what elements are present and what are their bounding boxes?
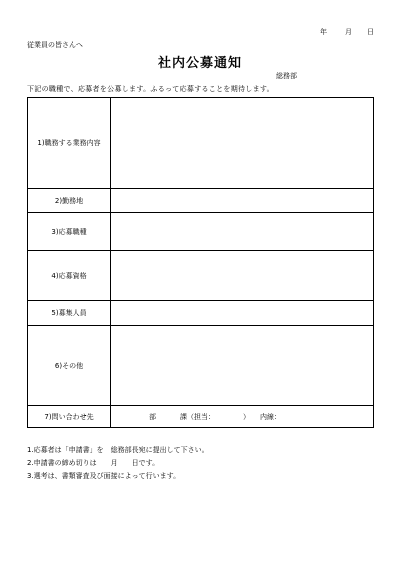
table-row <box>28 189 374 213</box>
row-value-field[interactable] <box>111 301 374 326</box>
date-year: 年 <box>320 28 327 36</box>
contact-section: 課（担当： <box>180 412 215 421</box>
row-label: 2)勤務地 <box>28 189 111 213</box>
row-value-field[interactable] <box>111 251 374 301</box>
row-label: 4)応募資格 <box>28 251 111 301</box>
table-row <box>28 326 374 406</box>
row-value-field[interactable] <box>111 98 374 189</box>
table-row <box>28 406 374 428</box>
table-row <box>28 213 374 251</box>
row-label: 1)職務する業務内容 <box>28 98 111 189</box>
table-row <box>28 251 374 301</box>
note-item: 3.選考は、書類審査及び面接によって行います。 <box>27 472 181 480</box>
addressee: 従業員の皆さんへ <box>27 41 83 49</box>
row-value-field[interactable] <box>111 189 374 213</box>
issuer-department: 総務部 <box>276 72 297 80</box>
note-item: 2.申請書の締め切りは 月 日です。 <box>27 459 160 467</box>
contact-dept: 部 <box>149 412 156 421</box>
document-title: 社内公募通知 <box>157 56 242 71</box>
contact-field[interactable] <box>111 406 374 428</box>
intro-text: 下記の職種で、応募者を公募します。ふるって応募することを期待します。 <box>27 85 274 93</box>
row-value-field[interactable] <box>111 213 374 251</box>
recruitment-form-table <box>27 97 374 428</box>
note-item: 1.応募者は「申請書」を 総務部長宛に提出して下さい。 <box>27 446 209 454</box>
table-row <box>28 98 374 189</box>
date-day: 日 <box>367 28 374 36</box>
row-label: 5)募集人員 <box>28 301 111 326</box>
contact-label: 7)問い合わせ先 <box>28 406 111 428</box>
row-value-field[interactable] <box>111 326 374 406</box>
contact-ext: 内線： <box>260 412 281 421</box>
contact-close: ） <box>243 412 250 421</box>
date-month: 月 <box>345 28 352 36</box>
row-label: 3)応募職種 <box>28 213 111 251</box>
table-row <box>28 301 374 326</box>
row-label: 6)その他 <box>28 326 111 406</box>
